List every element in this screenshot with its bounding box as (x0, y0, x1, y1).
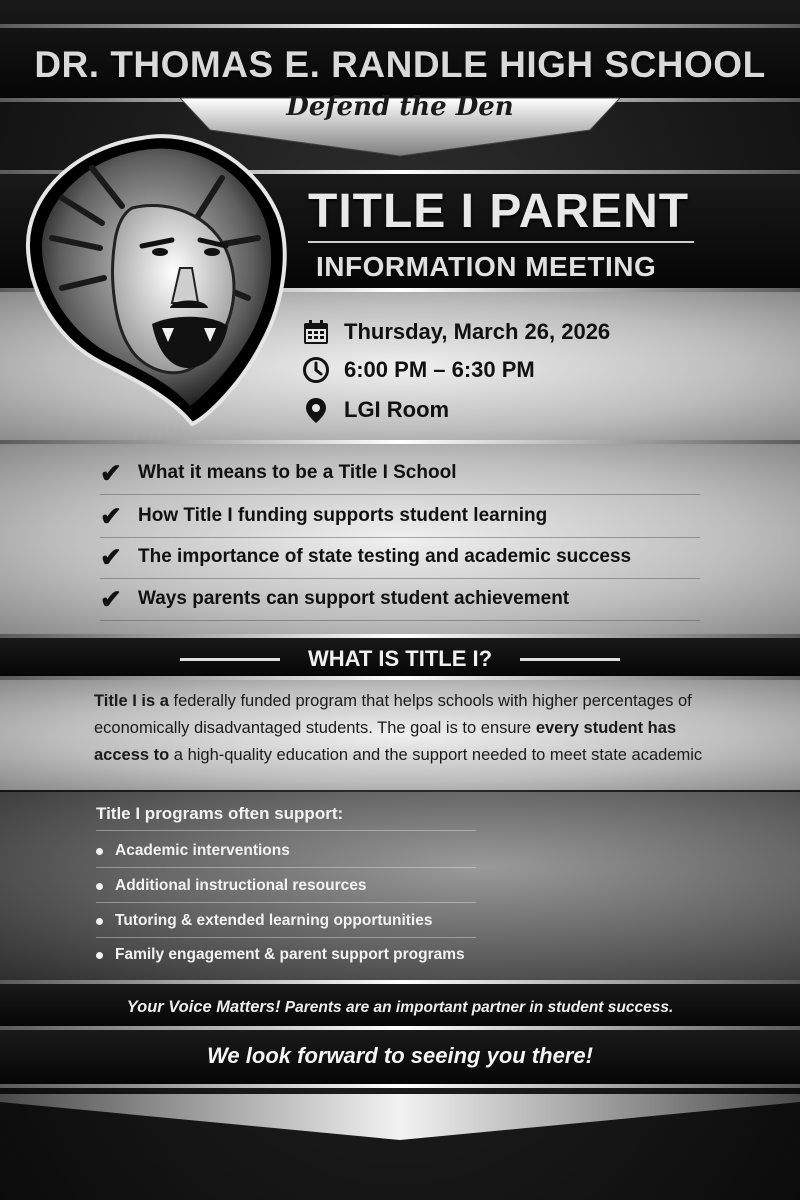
title-i-description: Title I is a federally funded program that helps schools with higher percentages of economically disadvantaged students. The goal is to ensure every student has access to a high-quality education and the support needed to meet state academic (94, 692, 703, 764)
programs-heading: Title I programs often support: (96, 804, 344, 823)
agenda-item: ✔ The importance of state testing and academic success (100, 544, 700, 579)
bullet-icon (96, 952, 103, 959)
lion-head-icon (22, 128, 292, 428)
title-divider (308, 241, 694, 243)
checkmark-icon: ✔ (100, 542, 122, 572)
checkmark-icon: ✔ (100, 501, 122, 531)
date-row (302, 318, 610, 346)
checkmark-icon: ✔ (100, 458, 122, 488)
bullet-icon (96, 918, 103, 925)
whatis-heading: WHAT IS TITLE I? (307, 646, 493, 671)
event-location: LGI Room (344, 397, 450, 422)
bottom-chevron (0, 1090, 800, 1150)
voice-message: Your Voice Matters! Parents are an important partner in student success. (126, 998, 674, 1016)
motto-text: Defend the Den (286, 92, 514, 122)
event-time: 6:00 PM – 6:30 PM (344, 357, 535, 382)
header-top-rule (0, 24, 800, 28)
closing-rule (0, 1084, 800, 1088)
bullet-icon (96, 883, 103, 890)
program-item: Additional instructional resources (96, 877, 476, 903)
closing-message: We look forward to seeing you there! (207, 1043, 593, 1068)
map-pin-icon (302, 396, 330, 424)
program-item: Academic interventions (96, 842, 476, 868)
agenda-item: ✔ What it means to be a Title I School (100, 460, 700, 495)
checkmark-icon: ✔ (100, 584, 122, 614)
school-name: DR. THOMAS E. RANDLE HIGH SCHOOL (34, 44, 766, 85)
program-item: Tutoring & extended learning opportunities (96, 912, 476, 938)
programs-divider (96, 830, 476, 831)
program-item: Family engagement & parent support programs (96, 946, 476, 971)
event-title: TITLE I PARENT (308, 185, 690, 238)
location-row (302, 396, 449, 424)
time-row (302, 356, 535, 384)
event-subtitle: INFORMATION MEETING (316, 251, 657, 282)
bullet-icon (96, 848, 103, 855)
agenda-item: ✔ How Title I funding supports student learning (100, 503, 700, 538)
event-date: Thursday, March 26, 2026 (344, 319, 611, 344)
clock-icon (302, 356, 330, 384)
whatis-top-rule (0, 634, 800, 638)
calendar-icon (302, 318, 330, 346)
voice-top-rule (0, 980, 800, 984)
agenda-item: ✔ Ways parents can support student achievement (100, 586, 700, 621)
